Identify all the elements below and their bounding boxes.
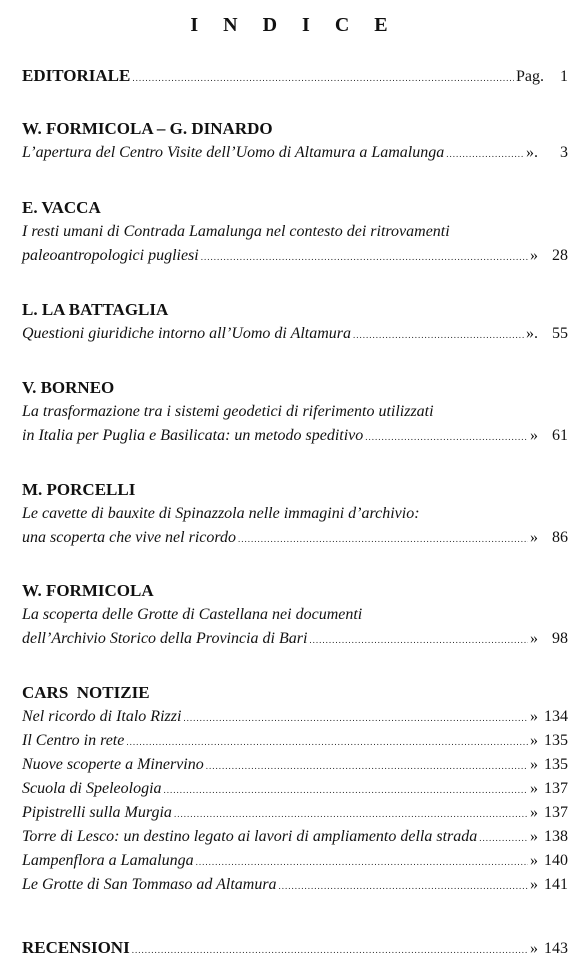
ditto-mark: »: [530, 804, 538, 821]
page-number: 135: [544, 756, 568, 773]
article-entry: [22, 117, 568, 165]
notizie-title: Nuove scoperte a Minervino: [22, 756, 204, 773]
ditto-mark: »: [530, 427, 538, 444]
editoriale-entry: [22, 64, 568, 88]
leader-dots: [196, 850, 528, 874]
article-title: I resti umani di Contrada Lamalunga nel contesto dei ritrovamenti: [22, 223, 450, 240]
article-entry: [22, 196, 568, 268]
leader-dots: [183, 706, 528, 730]
notizie-item: [22, 849, 568, 873]
page-number: 140: [544, 852, 568, 869]
notizie-item: [22, 705, 568, 729]
article-entry: [22, 376, 568, 448]
page-number: 61: [552, 427, 568, 444]
ditto-mark: ».: [526, 144, 538, 161]
page-number: 3: [560, 144, 568, 161]
article-entry: [22, 579, 568, 651]
leader-dots: [201, 245, 528, 269]
page-number: 141: [544, 876, 568, 893]
pag-label: Pag.: [516, 68, 544, 85]
page-ref: [526, 322, 568, 346]
leader-dots: [238, 527, 528, 551]
article-title: Questioni giuridiche intorno all’Uomo di Altamura: [22, 325, 352, 342]
notizie-title: Lampenflora a Lamalunga: [22, 852, 194, 869]
article-author: W. FORMICOLA: [22, 581, 154, 600]
page-number: 135: [544, 732, 568, 749]
article-title-line: [22, 627, 568, 651]
page-ref: [530, 873, 568, 897]
notizie-title: Pipistrelli sulla Murgia: [22, 804, 172, 821]
leader-dots: [479, 826, 528, 850]
ditto-mark: »: [530, 940, 538, 957]
page-number: 138: [544, 828, 568, 845]
recensioni-line: [22, 936, 568, 960]
article-title: Le cavette di bauxite di Spinazzola nelle immagini d’archivio:: [22, 505, 420, 522]
editoriale-line: [22, 64, 568, 88]
article-title: La scoperta delle Grotte di Castellana nei documenti: [22, 606, 363, 623]
ditto-mark: »: [530, 529, 538, 546]
page-ref: [530, 526, 568, 550]
leader-dots: [309, 628, 528, 652]
notizie-title: Il Centro in rete: [22, 732, 125, 749]
article-title: La trasformazione tra i sistemi geodetici di riferimento utilizzati: [22, 403, 434, 420]
editoriale-page: [516, 65, 568, 89]
notizie-heading: CARS NOTIZIE: [22, 683, 150, 702]
page-ref: [530, 753, 568, 777]
ditto-mark: »: [530, 732, 538, 749]
page-ref: [530, 244, 568, 268]
notizie-item: [22, 825, 568, 849]
leader-dots: [174, 802, 528, 826]
page-number: 137: [544, 804, 568, 821]
page-title: I N D I C E: [190, 14, 398, 36]
article-title-line: [22, 244, 568, 268]
article-title-cont: una scoperta che vive nel ricordo: [22, 529, 237, 546]
ditto-mark: »: [530, 630, 538, 647]
page-number: 137: [544, 780, 568, 797]
notizie-item: [22, 801, 568, 825]
notizie-item: [22, 753, 568, 777]
notizie-title: Le Grotte di San Tommaso ad Altamura: [22, 876, 277, 893]
page-number: 143: [544, 940, 568, 957]
page-number: 134: [544, 708, 568, 725]
page-number: 86: [552, 529, 568, 546]
leader-dots: [206, 754, 528, 778]
leader-dots: [164, 778, 528, 802]
leader-dots: [132, 938, 528, 962]
ditto-mark: »: [530, 828, 538, 845]
editoriale-label: EDITORIALE: [22, 66, 131, 85]
notizie-item: [22, 729, 568, 753]
article-author: E. VACCA: [22, 198, 101, 217]
article-entry: [22, 298, 568, 346]
ditto-mark: »: [530, 247, 538, 264]
page-ref: [530, 801, 568, 825]
notizie-section: [22, 681, 568, 897]
recensioni-entry: [22, 936, 568, 960]
article-title-cont: in Italia per Puglia e Basilicata: un metodo speditivo: [22, 427, 364, 444]
notizie-item: [22, 777, 568, 801]
leader-dots: [353, 323, 524, 347]
article-title-line: [22, 424, 568, 448]
page-ref: [526, 141, 568, 165]
article-title: L’apertura del Centro Visite dell’Uomo di Altamura a Lamalunga: [22, 144, 445, 161]
notizie-title: Torre di Lesco: un destino legato ai lavori di ampliamento della strada: [22, 828, 478, 845]
ditto-mark: ».: [526, 325, 538, 342]
leader-dots: [446, 142, 524, 166]
article-author: W. FORMICOLA – G. DINARDO: [22, 119, 273, 138]
notizie-title: Nel ricordo di Italo Rizzi: [22, 708, 182, 725]
article-author: V. BORNEO: [22, 378, 115, 397]
ditto-mark: »: [530, 780, 538, 797]
ditto-mark: »: [530, 852, 538, 869]
article-title-line: [22, 322, 568, 346]
page-number: 98: [552, 630, 568, 647]
ditto-mark: »: [530, 876, 538, 893]
notizie-item: [22, 873, 568, 897]
ditto-mark: »: [530, 756, 538, 773]
page-ref: [530, 705, 568, 729]
page-ref: [530, 849, 568, 873]
page-ref: [530, 937, 568, 961]
page-ref: [530, 627, 568, 651]
leader-dots: [126, 730, 528, 754]
page-ref: [530, 424, 568, 448]
page-ref: [530, 825, 568, 849]
article-author: L. LA BATTAGLIA: [22, 300, 169, 319]
leader-dots: [279, 874, 528, 898]
leader-dots: [365, 425, 528, 449]
recensioni-label: RECENSIONI: [22, 938, 130, 957]
leader-dots: [132, 66, 514, 90]
page-number: 28: [552, 247, 568, 264]
page-ref: [530, 729, 568, 753]
page-ref: [530, 777, 568, 801]
notizie-title: Scuola di Speleologia: [22, 780, 162, 797]
article-entry: [22, 478, 568, 550]
ditto-mark: »: [530, 708, 538, 725]
article-title-cont: dell’Archivio Storico della Provincia di Bari: [22, 630, 308, 647]
page-number: 1: [560, 68, 568, 85]
article-title-cont: paleoantropologici pugliesi: [22, 247, 199, 264]
article-title-line: [22, 526, 568, 550]
article-title-line: [22, 141, 568, 165]
page-number: 55: [552, 325, 568, 342]
article-author: M. PORCELLI: [22, 480, 136, 499]
